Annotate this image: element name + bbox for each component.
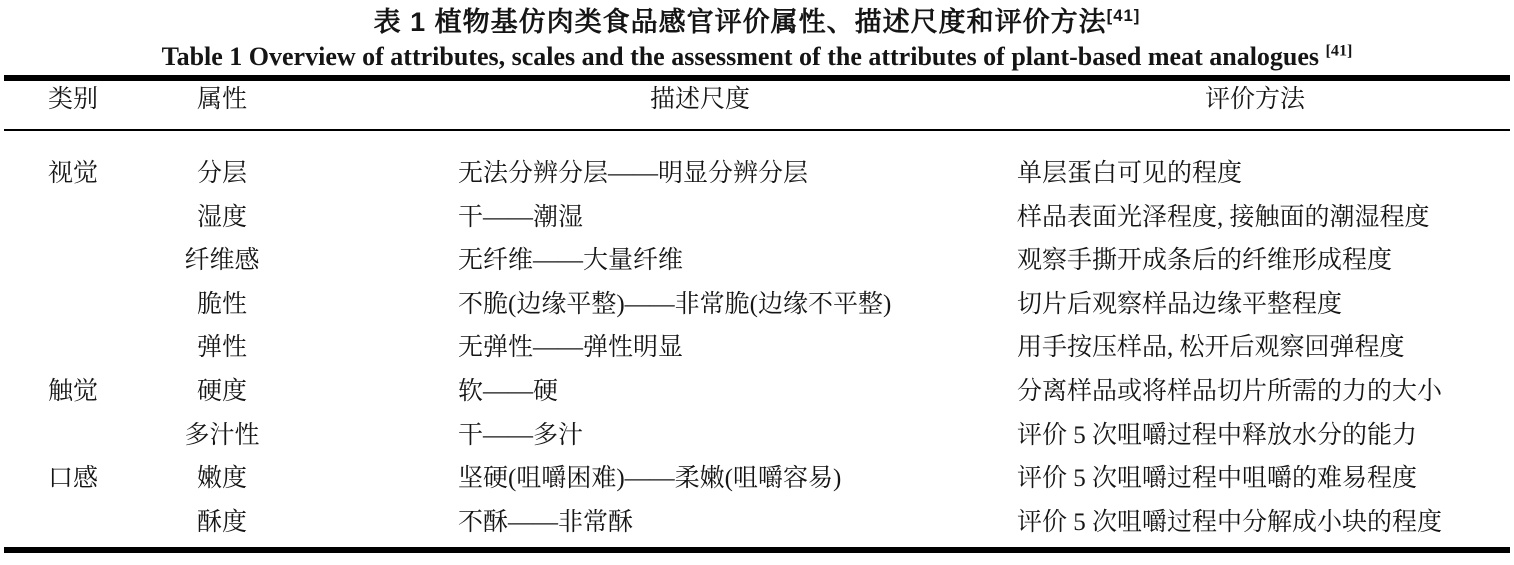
cell-category: 口感 — [48, 465, 99, 493]
column-header-method: 评价方法 — [1204, 86, 1306, 113]
cell-attribute: 纤维感 — [184, 247, 260, 275]
cell-method: 样品表面光泽程度, 接触面的潮湿程度 — [1017, 203, 1430, 231]
cell-attribute: 多汁性 — [184, 421, 260, 449]
table-bottom-rule — [4, 547, 1510, 553]
cell-attribute: 嫩度 — [196, 465, 248, 493]
cell-category: 视觉 — [48, 160, 99, 187]
cell-attribute: 硬度 — [196, 377, 248, 405]
cell-method: 评价 5 次咀嚼过程中咀嚼的难易程度 — [1017, 465, 1418, 493]
cell-scale: 干——多汁 — [458, 421, 584, 449]
cell-attribute: 酥度 — [196, 508, 248, 536]
cell-scale: 干——潮湿 — [458, 203, 584, 231]
cell-scale: 坚硬(咀嚼困难)——柔嫩(咀嚼容易) — [458, 465, 842, 493]
citation-ref-zh: [41] — [1106, 6, 1141, 25]
cell-scale: 无纤维——大量纤维 — [458, 247, 684, 275]
table-title-english — [0, 41, 1514, 73]
table-row — [0, 152, 1514, 196]
table-title-chinese — [0, 5, 1514, 39]
table-row — [0, 414, 1514, 458]
cell-method: 分离样品或将样品切片所需的力的大小 — [1017, 377, 1443, 405]
table-row — [0, 501, 1514, 545]
cell-scale: 软——硬 — [458, 377, 559, 405]
column-header-attribute: 属性 — [196, 86, 248, 113]
cell-method: 切片后观察样品边缘平整程度 — [1017, 290, 1343, 318]
cell-method: 用手按压样品, 松开后观察回弹程度 — [1017, 334, 1405, 362]
cell-method: 单层蛋白可见的程度 — [1017, 160, 1243, 187]
table-row — [0, 196, 1514, 240]
table-header-rule — [4, 129, 1510, 131]
cell-method: 观察手撕开成条后的纤维形成程度 — [1017, 247, 1393, 275]
cell-attribute: 弹性 — [196, 334, 248, 362]
table-row — [0, 326, 1514, 370]
citation-ref-en: [41] — [1325, 42, 1353, 60]
cell-scale: 无弹性——弹性明显 — [458, 334, 684, 362]
cell-attribute: 脆性 — [196, 290, 248, 318]
table-row — [0, 283, 1514, 327]
table-title-chinese-text: 表 1 植物基仿肉类食品感官评价属性、描述尺度和评价方法 — [373, 7, 1107, 37]
cell-method: 评价 5 次咀嚼过程中分解成小块的程度 — [1017, 508, 1443, 536]
cell-method: 评价 5 次咀嚼过程中释放水分的能力 — [1017, 421, 1418, 449]
table-row — [0, 370, 1514, 414]
table-top-rule — [4, 75, 1510, 81]
column-header-category: 类别 — [48, 86, 99, 113]
cell-scale: 不脆(边缘平整)——非常脆(边缘不平整) — [458, 290, 892, 318]
table-row — [0, 239, 1514, 283]
cell-category: 触觉 — [48, 377, 99, 405]
table-body — [0, 152, 1514, 544]
cell-attribute: 湿度 — [196, 203, 248, 231]
table-row — [0, 457, 1514, 501]
column-header-scale: 描述尺度 — [649, 86, 751, 113]
cell-scale: 不酥——非常酥 — [458, 508, 634, 536]
cell-scale: 无法分辨分层——明显分辨分层 — [458, 160, 809, 187]
table-title-english-text: Table 1 Overview of attributes, scales and the assessment of the attributes of plant-based meat analogues — [161, 42, 1326, 71]
cell-attribute: 分层 — [196, 160, 248, 187]
